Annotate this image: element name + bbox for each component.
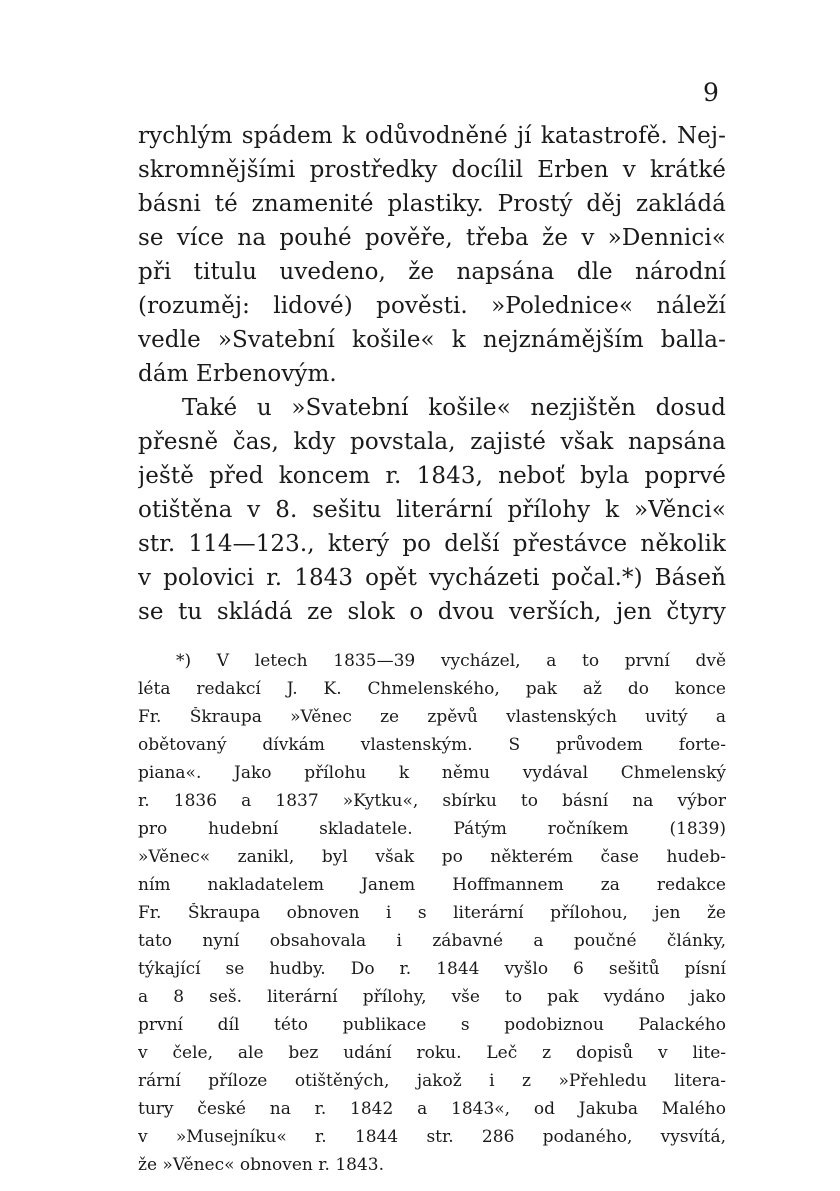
- footnote-line: obětovaný dívkám vlastenským. S průvodem forte-: [138, 735, 726, 755]
- page-number: 9: [703, 78, 719, 107]
- body-line: Také u »Svatební košile« nezjištěn dosud: [182, 395, 726, 421]
- footnote-line: r. 1836 a 1837 »Kytku«, sbírku to básní na výbor: [138, 791, 726, 811]
- footnote-line: a 8 seš. literární přílohy, vše to pak vydáno jako: [138, 987, 726, 1007]
- body-line: vedle »Svatební košile« k nejznámějším balla-: [138, 327, 726, 353]
- body-line: (rozuměj: lidové) pověsti. »Polednice« náleží: [138, 293, 726, 319]
- body-line: při titulu uvedeno, že napsána dle národní: [138, 259, 726, 285]
- footnote-line: léta redakcí J. K. Chmelenského, pak až do konce: [138, 679, 726, 699]
- footnote-line: že »Věnec« obnoven r. 1843.: [138, 1155, 384, 1175]
- body-line: ještě před koncem r. 1843, neboť byla poprvé: [138, 463, 726, 489]
- footnote-line: »Věnec« zanikl, byl však po některém čase hudeb-: [138, 847, 726, 867]
- footnote-line: v »Musejníku« r. 1844 str. 286 podaného, vysvítá,: [138, 1127, 726, 1147]
- body-line: otištěna v 8. sešitu literární přílohy k »Věnci«: [138, 497, 726, 523]
- body-line: str. 114—123., který po delší přestávce několik: [138, 531, 726, 557]
- footnote-line: Fr. Škraupa »Věnec ze zpěvů vlastenských uvitý a: [138, 707, 726, 727]
- footnote-line: ním nakladatelem Janem Hoffmannem za redakce: [138, 875, 726, 895]
- body-line: básni té znamenité plastiky. Prostý děj zakládá: [138, 191, 726, 217]
- body-line: dám Erbenovým.: [138, 361, 337, 387]
- footnote-line: týkající se hudby. Do r. 1844 vyšlo 6 sešitů písní: [138, 959, 726, 979]
- footnote-line: tato nyní obsahovala i zábavné a poučné články,: [138, 931, 726, 951]
- body-line: se více na pouhé pověře, třeba že v »Dennici«: [138, 225, 726, 251]
- footnote-line: Fr. Škraupa obnoven i s literární přílohou, jen že: [138, 903, 726, 923]
- body-line: v polovici r. 1843 opět vycházeti počal.*) Báseň: [138, 565, 726, 591]
- footnote-separator: [138, 640, 726, 641]
- footnote-line: rární příloze otištěných, jakož i z »Přehledu litera-: [138, 1071, 726, 1091]
- footnote-line: piana«. Jako přílohu k němu vydával Chmelenský: [138, 763, 726, 783]
- body-line: skromnějšími prostředky docílil Erben v krátké: [138, 157, 726, 183]
- footnote-line: první díl této publikace s podobiznou Palackého: [138, 1015, 726, 1035]
- footnote-line: *) V letech 1835—39 vycházel, a to první dvě: [176, 651, 726, 671]
- body-line: rychlým spádem k odůvodněné jí katastrofě. Nej-: [138, 123, 726, 149]
- body-line: přesně čas, kdy povstala, zajisté však napsána: [138, 429, 726, 455]
- footnote-line: v čele, ale bez udání roku. Leč z dopisů v lite-: [138, 1043, 726, 1063]
- footnote-line: tury české na r. 1842 a 1843«, od Jakuba Malého: [138, 1099, 726, 1119]
- body-line: se tu skládá ze slok o dvou verších, jen čtyry: [138, 599, 726, 625]
- footnote-line: pro hudební skladatele. Pátým ročníkem (1839): [138, 819, 726, 839]
